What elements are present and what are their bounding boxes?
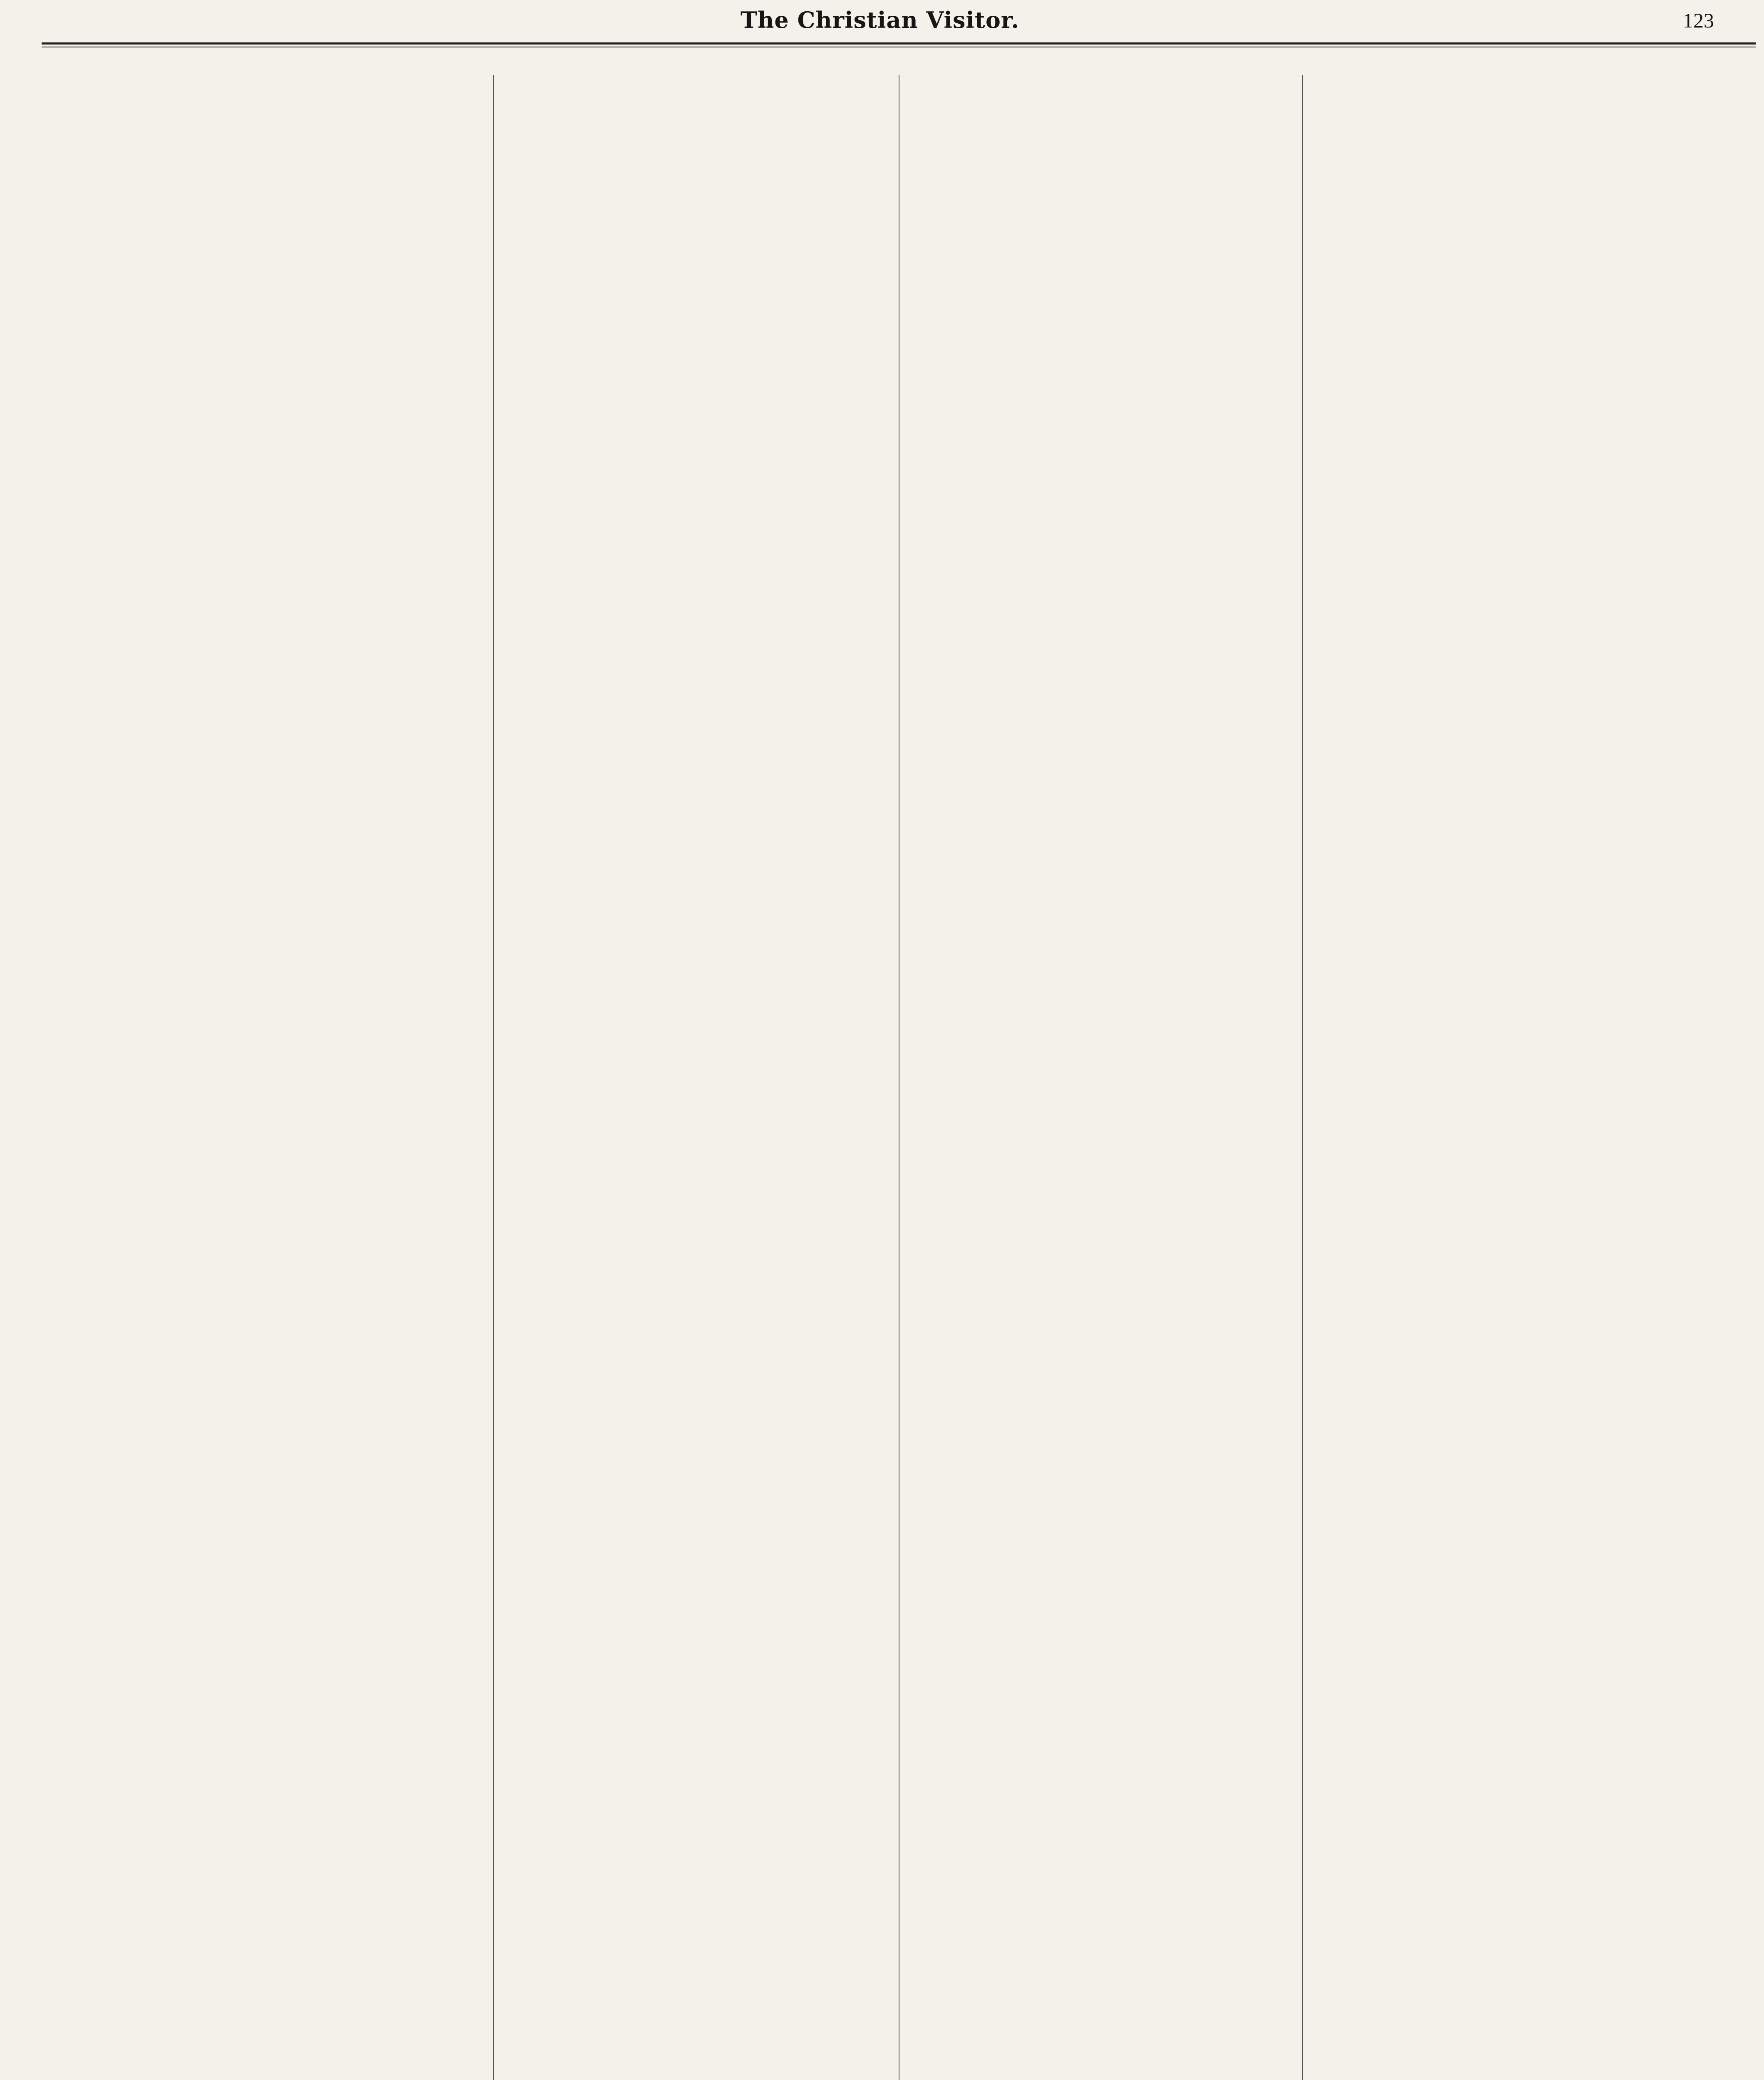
newspaper-title: The Christian Visitor. [740,7,1020,33]
masthead [42,4,1718,39]
masthead-rule [42,42,1756,45]
column-3 [907,75,1302,2080]
column-rule [1302,75,1303,2080]
column-4 [1311,75,1706,2080]
column-2 [501,75,897,2080]
page-number: 123 [1683,9,1714,32]
column-rule [493,75,494,2080]
column-1 [89,75,485,2080]
